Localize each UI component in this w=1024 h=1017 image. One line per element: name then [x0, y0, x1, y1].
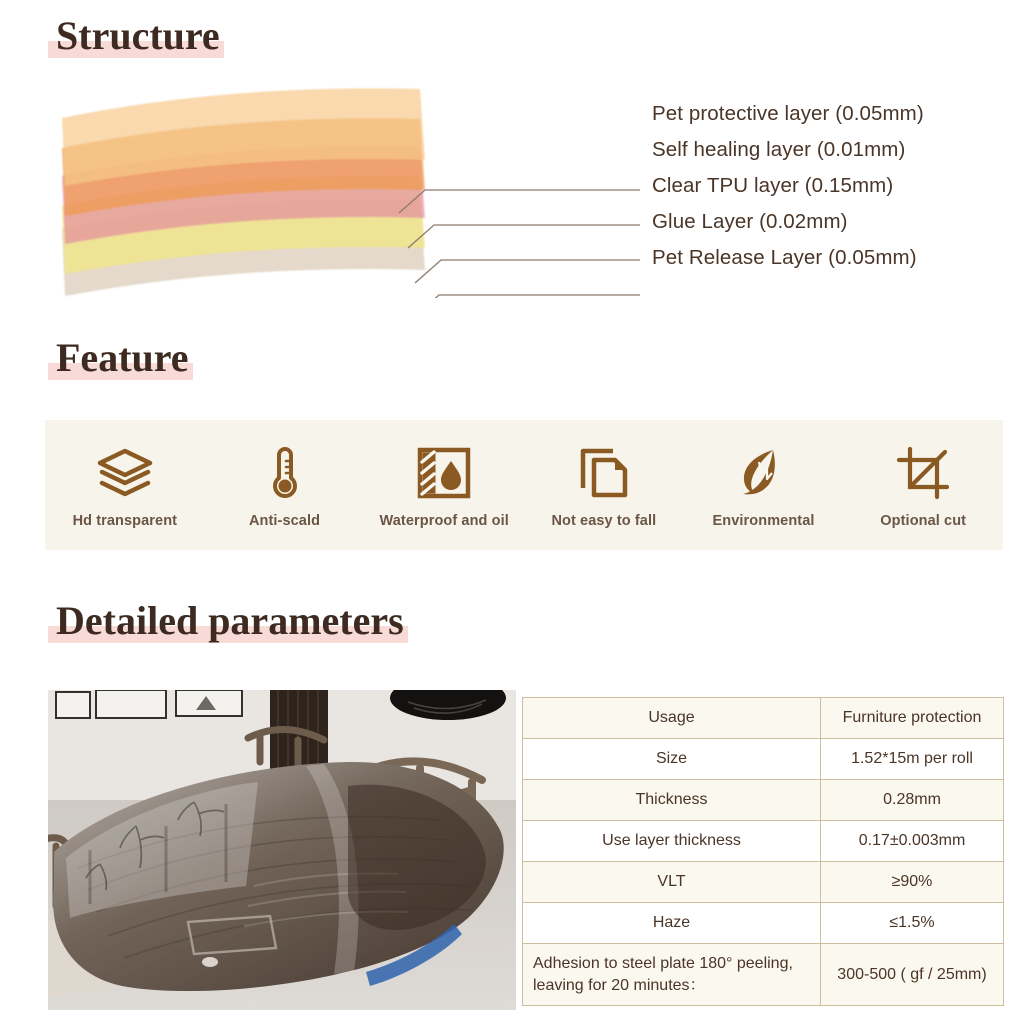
section-heading-parameters-text: Detailed parameters [56, 598, 404, 643]
leader-line-2 [408, 225, 640, 248]
feature-item-environmental [684, 441, 844, 529]
spec-value-thickness: 0.28mm [821, 780, 1004, 821]
layer-label-self-healing: Self healing layer (0.01mm) [652, 138, 906, 161]
spec-value-vlt: ≥90% [821, 862, 1004, 903]
leader-line-4 [413, 295, 640, 298]
table-row-adhesion [523, 944, 1004, 1006]
section-heading-structure [48, 13, 224, 58]
feature-item-hd-transparent [45, 441, 205, 529]
leader-lines [399, 190, 640, 298]
layer-label-clear-tpu: Clear TPU layer (0.15mm) [652, 174, 894, 197]
feature-label-waterproof: Waterproof and oil [379, 513, 509, 529]
feature-item-optional-cut [843, 441, 1003, 529]
spec-value-adhesion: 300-500 ( gf / 25mm) [821, 944, 1004, 1006]
section-heading-feature-text: Feature [56, 335, 189, 380]
table-row [523, 903, 1004, 944]
feature-item-waterproof [364, 441, 524, 529]
feature-item-not-easy-to-fall [524, 441, 684, 529]
table-row [523, 862, 1004, 903]
feature-band [45, 420, 1003, 550]
product-photo [48, 690, 516, 1010]
feature-item-anti-scald [205, 441, 365, 529]
spec-label-thickness: Thickness [523, 780, 821, 821]
crop-icon [895, 445, 951, 501]
table-row [523, 821, 1004, 862]
section-heading-parameters [48, 598, 408, 643]
table-row [523, 780, 1004, 821]
spec-label-usage: Usage [523, 698, 821, 739]
layer-label-glue: Glue Layer (0.02mm) [652, 210, 848, 233]
water-droplet-icon [416, 445, 472, 501]
layer-label-pet-protective: Pet protective layer (0.05mm) [652, 102, 924, 125]
spec-table [522, 697, 1004, 1006]
leader-line-1 [399, 190, 640, 213]
section-heading-feature [48, 335, 193, 380]
spec-label-vlt: VLT [523, 862, 821, 903]
spec-label-size: Size [523, 739, 821, 780]
layer-label-pet-release: Pet Release Layer (0.05mm) [652, 246, 917, 269]
spec-value-size: 1.52*15m per roll [821, 739, 1004, 780]
spec-value-use-layer-thickness: 0.17±0.003mm [821, 821, 1004, 862]
table-row [523, 698, 1004, 739]
feature-label-optional-cut: Optional cut [880, 513, 967, 529]
spec-value-haze: ≤1.5% [821, 903, 1004, 944]
feature-label-hd-transparent: Hd transparent [72, 513, 178, 529]
spec-label-haze: Haze [523, 903, 821, 944]
section-heading-structure-text: Structure [56, 13, 220, 58]
layers-icon [94, 445, 156, 501]
spec-value-usage: Furniture protection [821, 698, 1004, 739]
feature-label-not-easy-to-fall: Not easy to fall [551, 513, 657, 529]
leaf-icon [737, 445, 791, 501]
feature-label-environmental: Environmental [712, 513, 815, 529]
spec-label-adhesion: Adhesion to steel plate 180° peeling, leaving for 20 minutes： [523, 944, 821, 1006]
thermometer-icon [265, 445, 305, 501]
table-row [523, 739, 1004, 780]
leader-line-3 [415, 260, 640, 283]
copy-sheets-icon [577, 445, 631, 501]
feature-label-anti-scald: Anti-scald [248, 513, 321, 529]
spec-label-use-layer-thickness: Use layer thickness [523, 821, 821, 862]
